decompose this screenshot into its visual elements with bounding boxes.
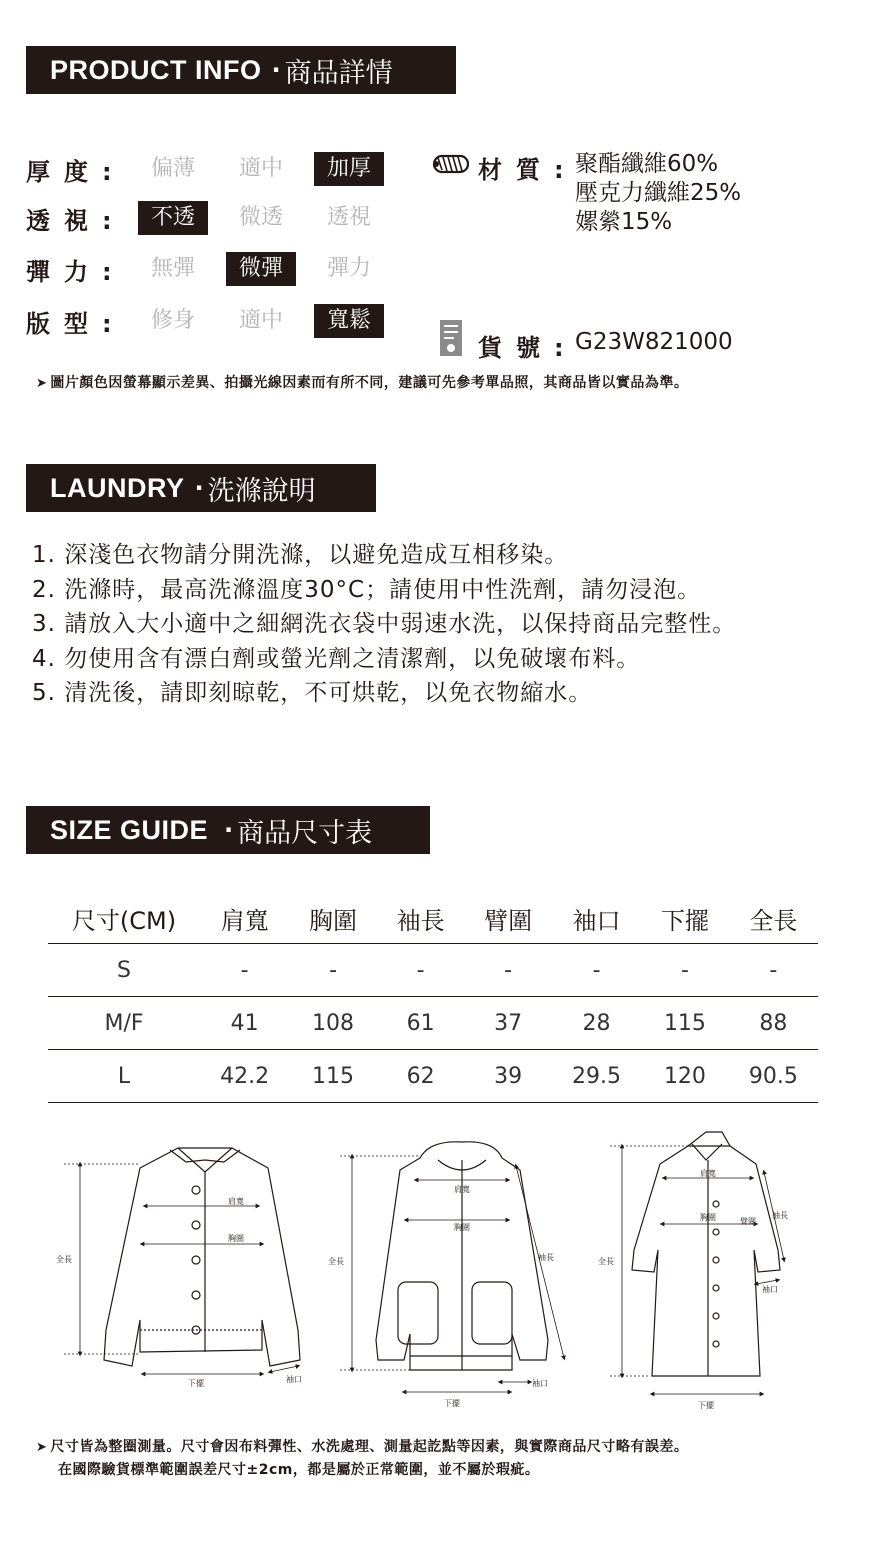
attribute-option: 彈力	[326, 256, 371, 281]
attribute-option-selected: 不透	[138, 201, 208, 235]
arrow-right-icon: ➤	[36, 376, 48, 391]
attribute-option: 微透	[238, 205, 283, 230]
size-value-cell: 39	[464, 1050, 552, 1103]
size-value-cell: 115	[641, 997, 729, 1050]
size-value-cell: 62	[377, 1050, 465, 1103]
table-row	[48, 997, 818, 1050]
material-value: 嫘縈15%	[575, 209, 673, 235]
size-table-header	[48, 894, 818, 944]
label-sleeve: 袖長	[538, 1253, 554, 1262]
size-label-cell: S	[48, 944, 200, 997]
header-dot: ·	[194, 474, 204, 502]
thread-icon	[430, 150, 474, 178]
size-value-cell: 88	[729, 997, 818, 1050]
attribute-row	[26, 150, 402, 188]
label-chest: 胸圍	[700, 1213, 716, 1222]
attribute-option: 無彈	[150, 256, 195, 281]
attribute-row	[26, 199, 402, 237]
color-note-text: 圖片顏色因螢幕顯示差異、拍攝光線因素而有所不同，建議可先參考單品照，其商品皆以實品為準。	[50, 375, 689, 391]
size-value-cell: 41	[200, 997, 289, 1050]
table-row	[48, 944, 818, 997]
size-column-header: 袖口	[552, 894, 641, 944]
material-values	[575, 150, 741, 237]
laundry-subtitle: 洗滌說明	[207, 475, 316, 507]
size-table	[48, 894, 818, 1103]
size-value-cell: -	[552, 944, 641, 997]
attribute-option: 適中	[238, 156, 283, 181]
size-guide-header	[26, 806, 430, 854]
garment-diagrams	[0, 1120, 875, 1420]
header-dot: ·	[271, 56, 281, 84]
attribute-option: 修身	[150, 308, 195, 333]
size-notes	[36, 1436, 688, 1482]
attribute-row	[26, 302, 402, 340]
label-hem: 下擺	[188, 1379, 204, 1388]
size-column-header: 袖長	[377, 894, 465, 944]
size-value-cell: 108	[289, 997, 377, 1050]
size-guide-subtitle: 商品尺寸表	[237, 817, 373, 849]
product-info-header	[26, 46, 456, 94]
attribute-label: 彈力:	[26, 257, 126, 286]
header-dot: ·	[224, 816, 234, 844]
material-value: 聚酯纖維60%	[575, 151, 719, 177]
tag-icon	[432, 316, 470, 358]
laundry-header	[26, 464, 376, 512]
size-value-cell: 61	[377, 997, 465, 1050]
laundry-item: 4. 勿使用含有漂白劑或螢光劑之清潔劑，以免破壞布料。	[32, 645, 641, 672]
size-value-cell: -	[377, 944, 465, 997]
label-cuff: 袖口	[286, 1375, 302, 1384]
sku-value: G23W821000	[575, 329, 733, 355]
size-column-header: 肩寬	[200, 894, 289, 944]
label-length: 全長	[328, 1257, 344, 1266]
label-hem: 下擺	[444, 1399, 460, 1408]
size-value-cell: -	[200, 944, 289, 997]
attribute-label: 版型:	[26, 309, 126, 338]
label-cuff: 袖口	[762, 1285, 778, 1294]
hoodie-diagram	[376, 1142, 548, 1370]
size-value-cell: 120	[641, 1050, 729, 1103]
label-hem: 下擺	[698, 1401, 714, 1410]
label-chest: 胸圍	[454, 1223, 470, 1232]
size-value-cell: 115	[289, 1050, 377, 1103]
laundry-item: 5. 清洗後，請即刻晾乾，不可烘乾，以免衣物縮水。	[32, 680, 593, 706]
size-column-header: 下擺	[641, 894, 729, 944]
attribute-label: 厚度:	[26, 157, 126, 186]
size-value-cell: -	[464, 944, 552, 997]
label-length: 全長	[56, 1255, 72, 1264]
size-note-line: 尺寸皆為整圈測量。尺寸會因布料彈性、水洗處理、測量起訖點等因素，與實際商品尺寸略有誤差。	[50, 1439, 689, 1455]
size-value-cell: 42.2	[200, 1050, 289, 1103]
size-column-header: 胸圍	[289, 894, 377, 944]
label-arm: 臂圍	[740, 1217, 756, 1226]
attribute-option: 適中	[238, 308, 283, 333]
material-label: 材質:	[478, 156, 578, 184]
size-column-header: 全長	[729, 894, 818, 944]
laundry-item: 3. 請放入大小適中之細網洗衣袋中弱速水洗，以保持商品完整性。	[32, 611, 737, 637]
attribute-option-selected: 微彈	[226, 252, 296, 286]
label-length: 全長	[598, 1257, 614, 1266]
size-value-cell: -	[729, 944, 818, 997]
sku-label: 貨號:	[478, 334, 578, 362]
laundry-item: 2. 洗滌時，最高洗滌溫度30°C；請使用中性洗劑，請勿浸泡。	[32, 576, 702, 603]
label-shoulder: 肩寬	[454, 1185, 470, 1194]
table-row	[48, 1050, 818, 1103]
size-column-header: 尺寸(CM)	[48, 894, 200, 944]
size-label-cell: L	[48, 1050, 200, 1103]
label-shoulder: 肩寬	[700, 1169, 716, 1178]
size-value-cell: 29.5	[552, 1050, 641, 1103]
color-note	[36, 372, 688, 392]
size-note-line: 在國際驗貨標準範圍誤差尺寸±2cm，都是屬於正常範圍，並不屬於瑕疵。	[58, 1462, 540, 1478]
size-column-header: 臂圍	[464, 894, 552, 944]
size-label-cell: M/F	[48, 997, 200, 1050]
jacket-diagram	[104, 1148, 300, 1366]
size-value-cell: 90.5	[729, 1050, 818, 1103]
size-guide-title: SIZE GUIDE	[50, 814, 209, 845]
material-value: 壓克力纖維25%	[575, 180, 742, 206]
size-value-cell: 28	[552, 997, 641, 1050]
attribute-label: 透視:	[26, 206, 126, 235]
label-sleeve: 袖長	[772, 1211, 788, 1220]
laundry-item: 1. 深淺色衣物請分開洗滌，以避免造成互相移染。	[32, 542, 569, 568]
laundry-title: LAUNDRY	[50, 472, 185, 503]
laundry-list	[32, 538, 736, 711]
attribute-option: 偏薄	[150, 156, 195, 181]
attribute-option: 透視	[326, 205, 371, 230]
size-value-cell: -	[641, 944, 729, 997]
label-chest: 胸圍	[228, 1234, 244, 1243]
attribute-row	[26, 250, 402, 288]
product-info-subtitle: 商品詳情	[284, 57, 393, 89]
attribute-option-selected: 寬鬆	[314, 304, 384, 338]
size-value-cell: 37	[464, 997, 552, 1050]
arrow-right-icon: ➤	[36, 1440, 48, 1455]
label-shoulder: 肩寬	[228, 1197, 244, 1206]
product-info-title: PRODUCT INFO	[50, 54, 262, 85]
size-value-cell: -	[289, 944, 377, 997]
label-cuff: 袖口	[532, 1379, 548, 1388]
attribute-option-selected: 加厚	[314, 152, 384, 186]
